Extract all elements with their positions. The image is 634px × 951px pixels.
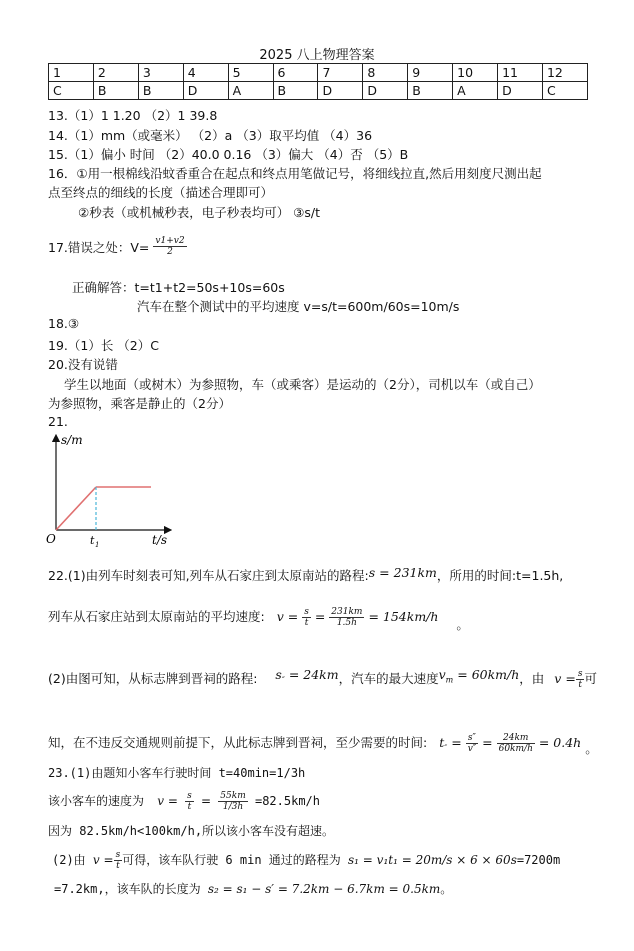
table-cell: B [273,82,318,100]
q22-line2 [48,602,469,632]
q17-frac-den: 2 [167,247,173,257]
q22-p1-text: 22.(1)由列车时刻表可知,列车从石家庄到太原南站的路程: [48,568,369,583]
table-cell: 1 [49,64,94,82]
q23-frac-values [218,791,247,812]
q22-s-sub: ″ [281,675,285,685]
q22-p3-mid: ，汽车的最大速度 [338,671,439,686]
table-cell: 12 [542,64,587,82]
q15-answer: 15.（1）偏小 时间 （2）40.0 0.16 （3）偏大 （4）否 （5）B [48,147,409,162]
frac-num: s″ [466,733,478,744]
q22-frac-values2 [497,733,535,754]
q22-eq: = [482,735,493,750]
q22-t: t [439,735,445,750]
frac-den: 60km/h [498,744,533,754]
q17-line3: 汽车在整个测试中的平均速度 v=s/t=600m/60s=10m/s [137,299,460,314]
q23-line3: 因为 82.5km/h<100km/h,所以该小客车没有超速。 [48,824,335,838]
table-cell: B [138,82,183,100]
q23-period: 。 [440,882,453,896]
q22-p2-text: 列车从石家庄站到太原南站的平均速度: [48,609,265,624]
table-cell: D [183,82,228,100]
q21-label: 21. [48,414,68,429]
q18-answer: 18.③ [48,316,80,331]
table-cell: B [93,82,138,100]
table-cell: D [498,82,543,100]
table-cell: A [453,82,498,100]
table-cell: 11 [498,64,543,82]
q17-label: 17.错误之处：V= [48,239,150,255]
frac-num: s [577,669,583,679]
t1-label: t [90,534,95,547]
q23-l2-text: 该小客车的速度为 [48,794,145,808]
q23-frac-formula [114,850,123,871]
q22-v: v = [276,609,299,624]
q22-period: 。 [456,617,469,632]
q23-l5-a: =7.2km,，该车队的长度为 [54,882,201,896]
frac-den: t [578,680,582,690]
q22-frac-ratio [466,733,478,754]
frac-den: v″ [467,744,477,754]
q23-l5-eq: s₂ = s₁ − s′ = 7.2km − 6.7km = 0.5km [207,882,441,896]
table-cell: 6 [273,64,318,82]
frac-den: t [116,861,120,871]
answer-table [48,63,588,100]
q23-eq: = [201,794,212,808]
frac-den: t [304,618,309,628]
q22-ke: 可 [584,671,597,686]
q22-line4 [48,728,598,764]
origin-label: O [46,532,56,546]
frac-num: 231km [331,607,363,617]
frac-den: 1.5h [336,618,357,628]
q23-speed: =82.5km/h [254,794,321,808]
q16-line2: 点至终点的细线的长度（描述合理即可） [48,185,274,200]
q22-vm-sub: m [445,675,454,685]
q22-frac-st [302,607,311,628]
y-axis-label: s/m [61,433,83,447]
q23-l4-eq: s₁ = v₁t₁ = 20m/s × 6 × 60s [348,853,517,867]
q22-avg-speed: = 154km/h [368,609,439,624]
q16-line1: 16．①用一根棉线沿蚊香重合在起点和终点用笔做记号，将细线拉直,然后用刻度尺测出起 [48,166,542,181]
table-cell: C [542,82,587,100]
q20-line2: 学生以地面（或树木）为参照物，车（或乘客）是运动的（2分），司机以车（或自己） [64,377,541,392]
q22-frac-values [329,607,364,628]
q23-l4-b: 可得，该车队行驶 6 min 通过的路程为 [122,853,341,867]
q17-frac-num: v1+v2 [155,236,185,246]
q22-vm-val: = 60km/h [457,667,520,682]
q22-vm: v [438,667,446,682]
q23-frac-st [185,791,194,812]
q23-l4-a: (2)由 [52,853,86,867]
frac-num: 24km [497,733,535,744]
table-cell: C [49,82,94,100]
frac-num: s [115,850,121,860]
q22-time: ，所用的时间:t=1.5h, [436,568,564,583]
q23-l4-v: v = [92,853,114,867]
frac-den: 1/3h [222,802,244,812]
frac-den: t [187,802,192,812]
q16-line3: ②秒表（或机械秒表，电子秒表均可） ③s/t [78,205,321,220]
frac-num: s [304,607,309,617]
page-title: 2025 八上物理答案 [259,48,375,63]
q23-l4-res: =7200m [516,853,561,867]
t1-subscript: 1 [95,541,100,549]
table-cell: B [408,82,453,100]
rising-segment [56,487,96,530]
q21-s-t-graph [44,430,184,550]
q22-by: ，由 [519,671,545,686]
q22-s: s [275,667,282,682]
table-cell: 10 [453,64,498,82]
q13-answer: 13.（1）1 1.20 （2）1 39.8 [48,108,218,123]
frac-num: s [187,791,192,801]
q17-fraction [153,236,186,257]
q20-line3: 为参照物，乘客是静止的（2分） [48,396,231,411]
q22-distance: s = 231km [368,565,437,580]
q22-p3-text: (2)由图可知，从标志牌到晋祠的路程: [48,671,258,686]
q22-eq: = [451,735,462,750]
q23-line5 [54,880,452,897]
q23-line1: 23.(1)由题知小客车行驶时间 t=40min=1/3h [48,766,306,780]
q22-line3 [48,664,597,700]
table-cell: 4 [183,64,228,82]
frac-num: 55km [220,791,246,801]
q22-min-time: = 0.4h [538,735,582,750]
table-cell: 8 [363,64,408,82]
q22-eq: = [314,609,326,624]
table-row [49,64,588,82]
table-cell: 2 [93,64,138,82]
q22-t-sub: ″ [444,743,448,753]
q20-line1: 20.没有说错 [48,357,118,372]
x-axis-label: t/s [152,533,168,547]
q17-line1 [48,236,187,257]
q14-answer: 14.（1）mm（或毫米） （2）a （3）取平均值 （4）36 [48,128,373,143]
q22-fv: v = [554,671,576,686]
q22-period: 。 [585,741,598,756]
table-cell: 5 [228,64,273,82]
q22-s-val: = 24km [288,667,339,682]
table-cell: 7 [318,64,363,82]
table-cell: D [318,82,363,100]
table-row [49,82,588,100]
q23-v: v = [157,794,178,808]
q22-p4-text: 知，在不违反交通规则前提下，从此标志牌到晋祠，至少需要的时间: [48,735,428,750]
table-cell: 9 [408,64,453,82]
q17-line2: 正确解答：t=t1+t2=50s+10s=60s [72,280,285,295]
q19-answer: 19.（1）长 （2）C [48,338,159,353]
q23-line2 [48,787,320,815]
q23-line4 [52,846,560,874]
q22-line1 [48,566,563,584]
table-cell: D [363,82,408,100]
table-cell: A [228,82,273,100]
table-cell: 3 [138,64,183,82]
